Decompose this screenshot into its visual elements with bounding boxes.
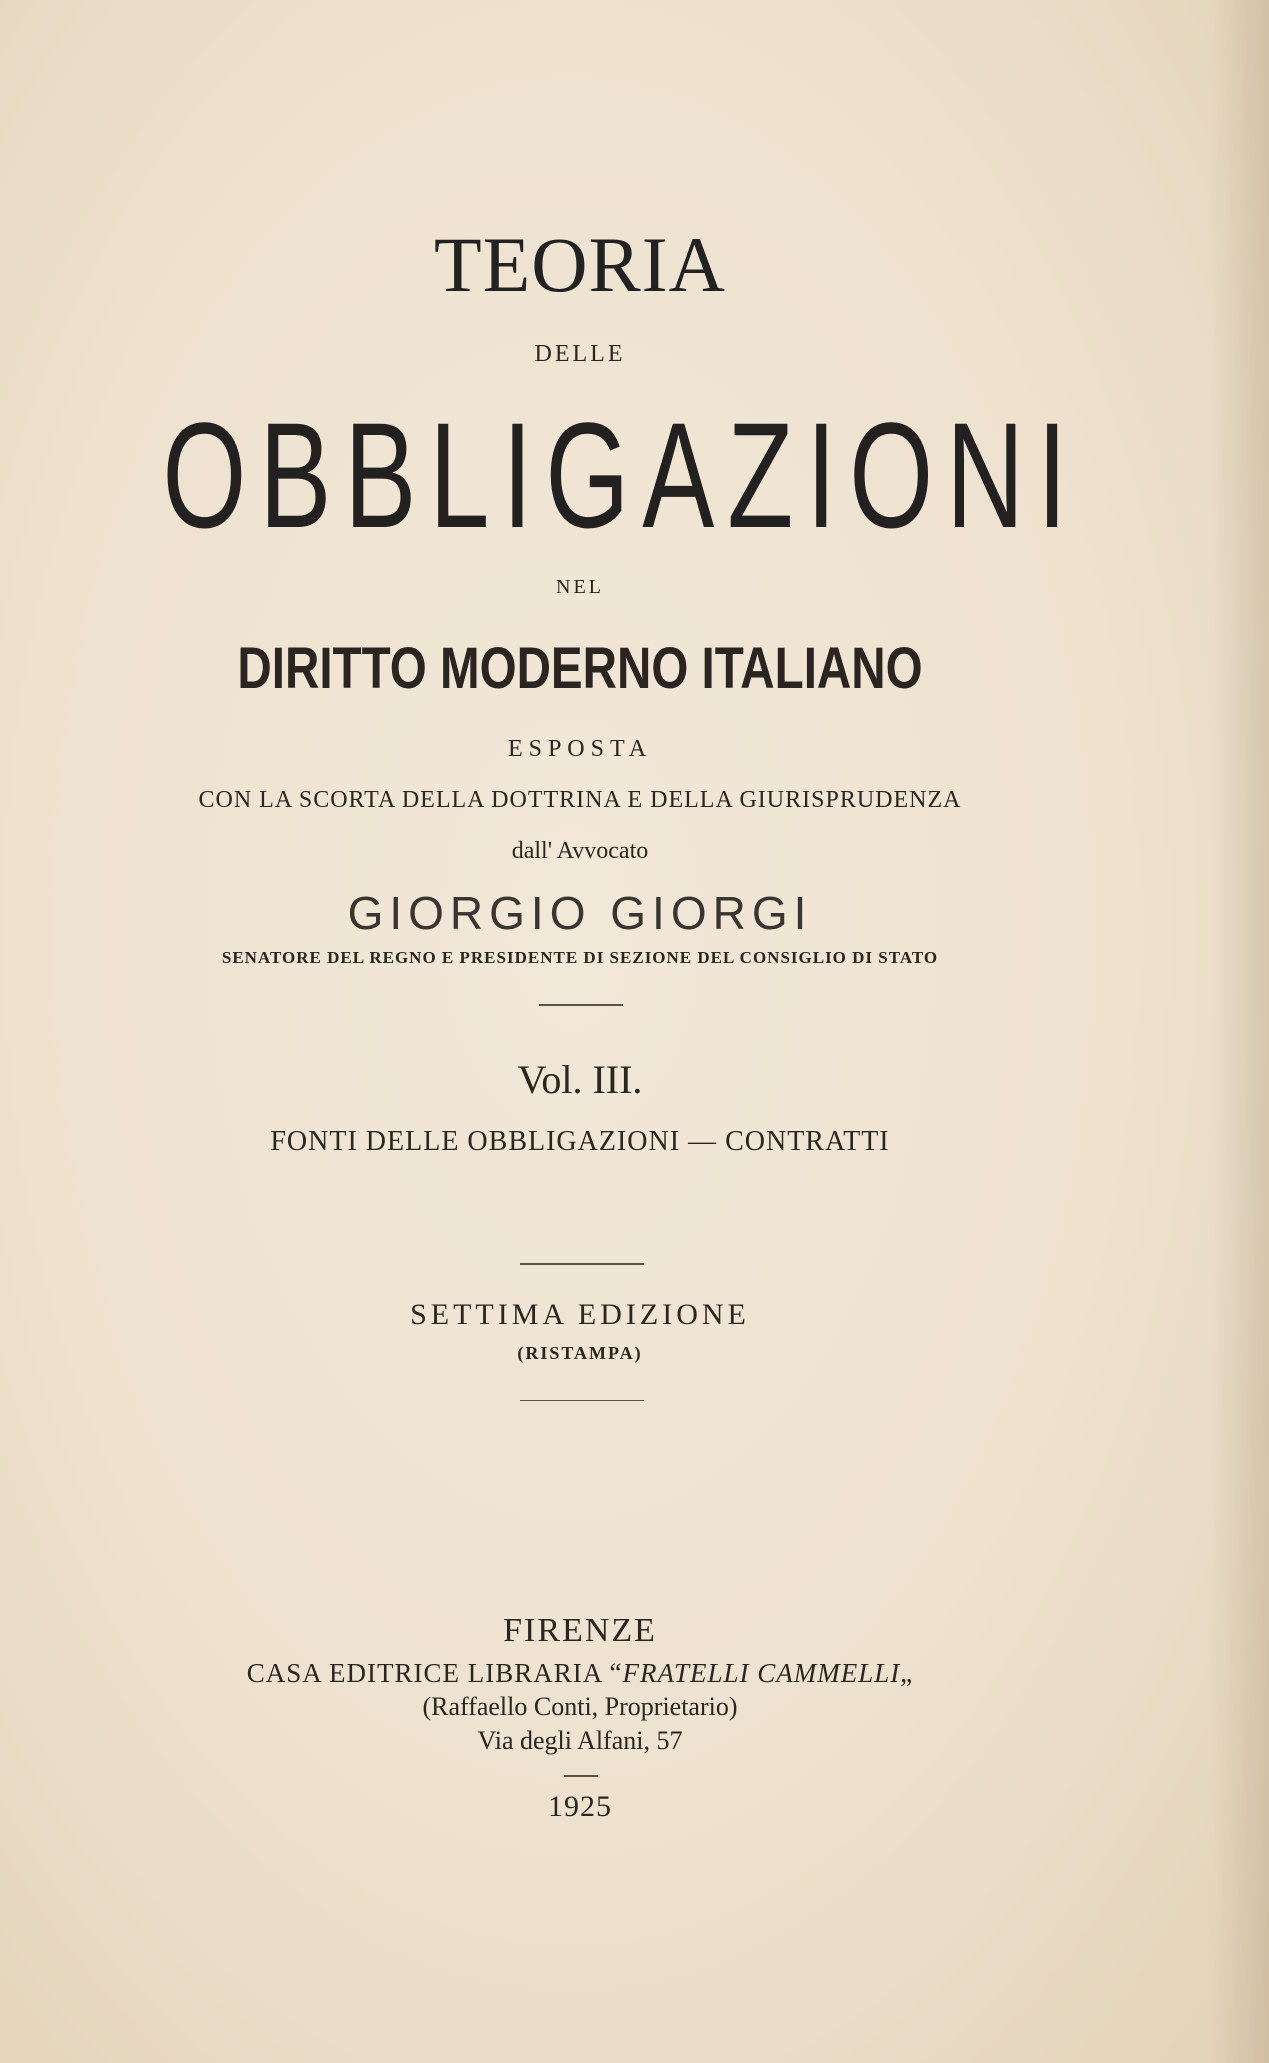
edition-note: (RISTAMPA) [517, 1343, 643, 1363]
title-connector-nel: NEL [556, 576, 604, 598]
proprietor-name: (Raffaello Conti, [422, 1692, 599, 1721]
publisher-suffix: „ [900, 1658, 914, 1688]
divider-rule [564, 1775, 598, 1777]
imprint-address: Via degli Alfani, 57 [477, 1726, 683, 1755]
title-main-obbligazioni: OBBLIGAZIONI [162, 391, 1081, 559]
edition: SETTIMA EDIZIONE [410, 1298, 750, 1331]
imprint-city: FIRENZE [503, 1612, 657, 1649]
title-line-diritto: DIRITTO MODERNO ITALIANO [237, 636, 923, 701]
divider-rule [539, 1004, 623, 1006]
volume-number: Vol. III. [517, 1057, 643, 1102]
divider-rule [520, 1263, 644, 1265]
imprint-proprietor [0, 1694, 1160, 1720]
title-line-teoria: TEORIA [434, 221, 726, 308]
author-name: GIORGIO GIORGI [347, 887, 813, 939]
divider-rule [520, 1400, 644, 1401]
description-esposta: ESPOSTA [507, 736, 653, 762]
imprint-publisher [0, 1660, 1160, 1687]
publisher-prefix: CASA EDITRICE LIBRARIA “ [246, 1658, 623, 1688]
title-connector-delle: DELLE [534, 341, 626, 367]
author-prefix: dall' Avvocato [511, 838, 649, 864]
proprietor-role: Proprietario) [604, 1692, 738, 1721]
imprint-year: 1925 [548, 1790, 612, 1823]
author-title: SENATORE DEL REGNO E PRESIDENTE DI SEZIONE DEL CONSIGLIO DI STATO [221, 948, 939, 967]
description-scorta: CON LA SCORTA DELLA DOTTRINA E DELLA GIURISPRUDENZA [198, 787, 962, 813]
publisher-name: FRATELLI CAMMELLI [622, 1658, 901, 1688]
volume-subject: FONTI DELLE OBBLIGAZIONI — CONTRATTI [270, 1126, 890, 1157]
